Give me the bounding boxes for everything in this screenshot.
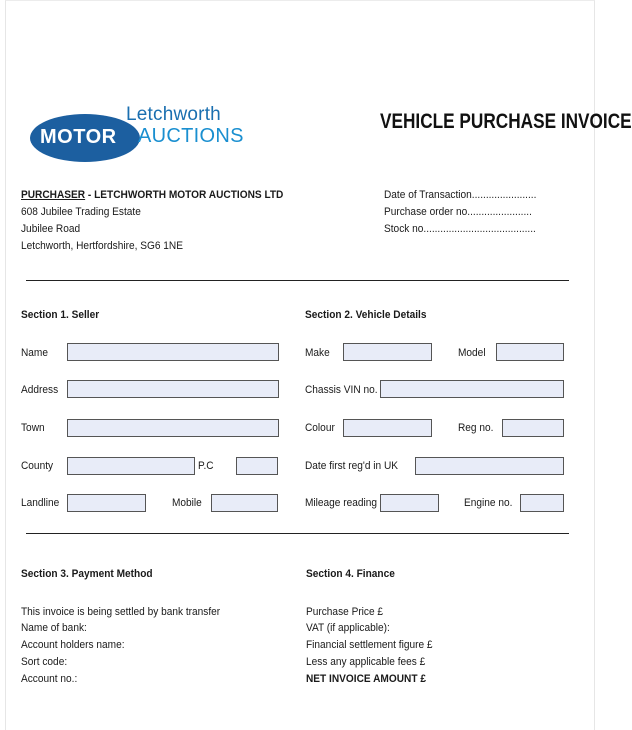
seller-county-label: County: [21, 460, 54, 472]
section3-heading: Section 3. Payment Method: [21, 568, 153, 580]
section4-heading: Section 4. Finance: [306, 568, 395, 580]
colour-label: Colour: [305, 422, 335, 434]
mileage-label: Mileage reading: [305, 497, 378, 509]
purchaser-label: PURCHASER: [21, 189, 86, 201]
seller-mobile-label: Mobile: [172, 497, 202, 509]
section2-heading: Section 2. Vehicle Details: [305, 309, 427, 321]
payment-line-1: This invoice is being settled by bank transfer: [21, 606, 221, 618]
date-of-transaction-field[interactable]: Date of Transaction.......................: [384, 189, 537, 201]
seller-town-input[interactable]: [67, 419, 279, 437]
logo-auctions-text: AUCTIONS: [138, 125, 244, 147]
purchase-price-field[interactable]: Purchase Price £: [306, 606, 384, 618]
chassis-vin-input[interactable]: [380, 380, 564, 398]
account-no-field[interactable]: Account no.:: [21, 673, 78, 685]
logo-letchworth-text: Letchworth: [126, 104, 221, 125]
seller-landline-label: Landline: [21, 497, 60, 509]
first-reg-label: Date first reg'd in UK: [305, 460, 399, 472]
colour-input[interactable]: [343, 419, 432, 437]
seller-landline-input[interactable]: [67, 494, 146, 512]
seller-address-label: Address: [21, 384, 59, 396]
section1-heading: Section 1. Seller: [21, 309, 100, 321]
vat-field[interactable]: VAT (if applicable):: [306, 622, 390, 634]
seller-county-input[interactable]: [67, 457, 195, 475]
mileage-input[interactable]: [380, 494, 439, 512]
seller-name-input[interactable]: [67, 343, 279, 361]
reg-no-input[interactable]: [502, 419, 564, 437]
divider-middle: [26, 533, 569, 534]
model-label: Model: [458, 347, 486, 359]
sort-code-field[interactable]: Sort code:: [21, 656, 68, 668]
logo-motor-text: MOTOR: [40, 126, 117, 148]
seller-postcode-input[interactable]: [236, 457, 278, 475]
seller-address-input[interactable]: [67, 380, 279, 398]
first-reg-input[interactable]: [415, 457, 564, 475]
applicable-fees-field[interactable]: Less any applicable fees £: [306, 656, 426, 668]
net-invoice-amount-field[interactable]: NET INVOICE AMOUNT £: [306, 673, 426, 685]
purchaser-name: - LETCHWORTH MOTOR AUCTIONS LTD: [85, 189, 284, 201]
seller-town-label: Town: [21, 422, 45, 434]
account-holder-field[interactable]: Account holders name:: [21, 639, 125, 651]
seller-postcode-label: P.C: [198, 460, 214, 472]
divider-top: [26, 280, 569, 281]
stock-no-field[interactable]: Stock no........................................: [384, 223, 536, 235]
purchaser-line: [21, 189, 283, 201]
purchaser-address-3: Letchworth, Hertfordshire, SG6 1NE: [21, 240, 183, 252]
engine-no-label: Engine no.: [464, 497, 513, 509]
purchaser-address-1: 608 Jubilee Trading Estate: [21, 206, 141, 218]
invoice-title: VEHICLE PURCHASE INVOICE: [380, 110, 632, 133]
seller-mobile-input[interactable]: [211, 494, 278, 512]
make-input[interactable]: [343, 343, 432, 361]
purchase-order-field[interactable]: Purchase order no.......................: [384, 206, 532, 218]
seller-name-label: Name: [21, 347, 48, 359]
engine-no-input[interactable]: [520, 494, 564, 512]
chassis-vin-label: Chassis VIN no.: [305, 384, 378, 396]
financial-settlement-field[interactable]: Financial settlement figure £: [306, 639, 433, 651]
reg-no-label: Reg no.: [458, 422, 494, 434]
model-input[interactable]: [496, 343, 564, 361]
purchaser-address-2: Jubilee Road: [21, 223, 81, 235]
invoice-page: [5, 0, 632, 730]
bank-name-field[interactable]: Name of bank:: [21, 622, 87, 634]
make-label: Make: [305, 347, 330, 359]
